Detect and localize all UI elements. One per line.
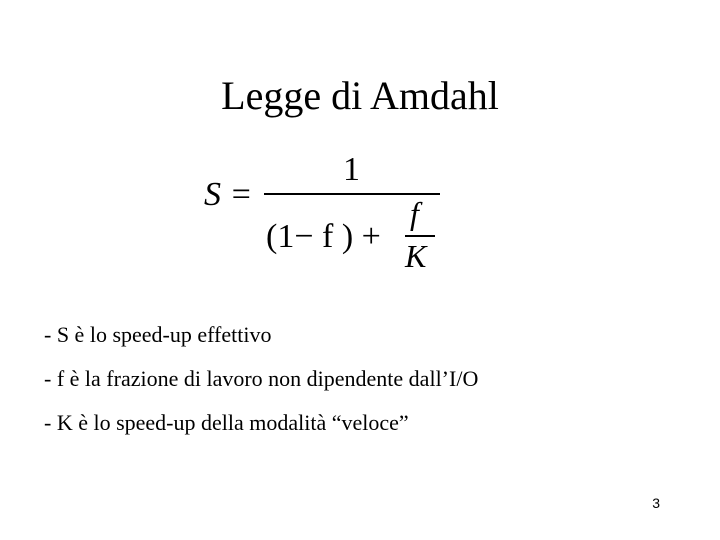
formula-inner-fraction-bar [405,235,435,237]
page-number: 3 [652,495,660,511]
amdahl-formula [200,150,460,280]
definition-item-f: - f è la frazione di lavoro non dipendente dall’I/O [44,366,479,391]
definition-item-s: - S è lo speed-up effettivo [44,322,272,347]
slide-title: Legge di Amdahl [221,73,499,118]
definition-list [44,322,478,454]
formula-lhs: S = [204,176,253,213]
definition-item-k: - K è lo speed-up della modalità “veloce” [44,410,409,435]
formula-denominator-left: (1− f ) + [266,218,381,255]
formula-numerator: 1 [343,151,360,188]
formula-inner-numerator: f [410,195,419,231]
formula-inner-denominator: K [405,238,427,274]
